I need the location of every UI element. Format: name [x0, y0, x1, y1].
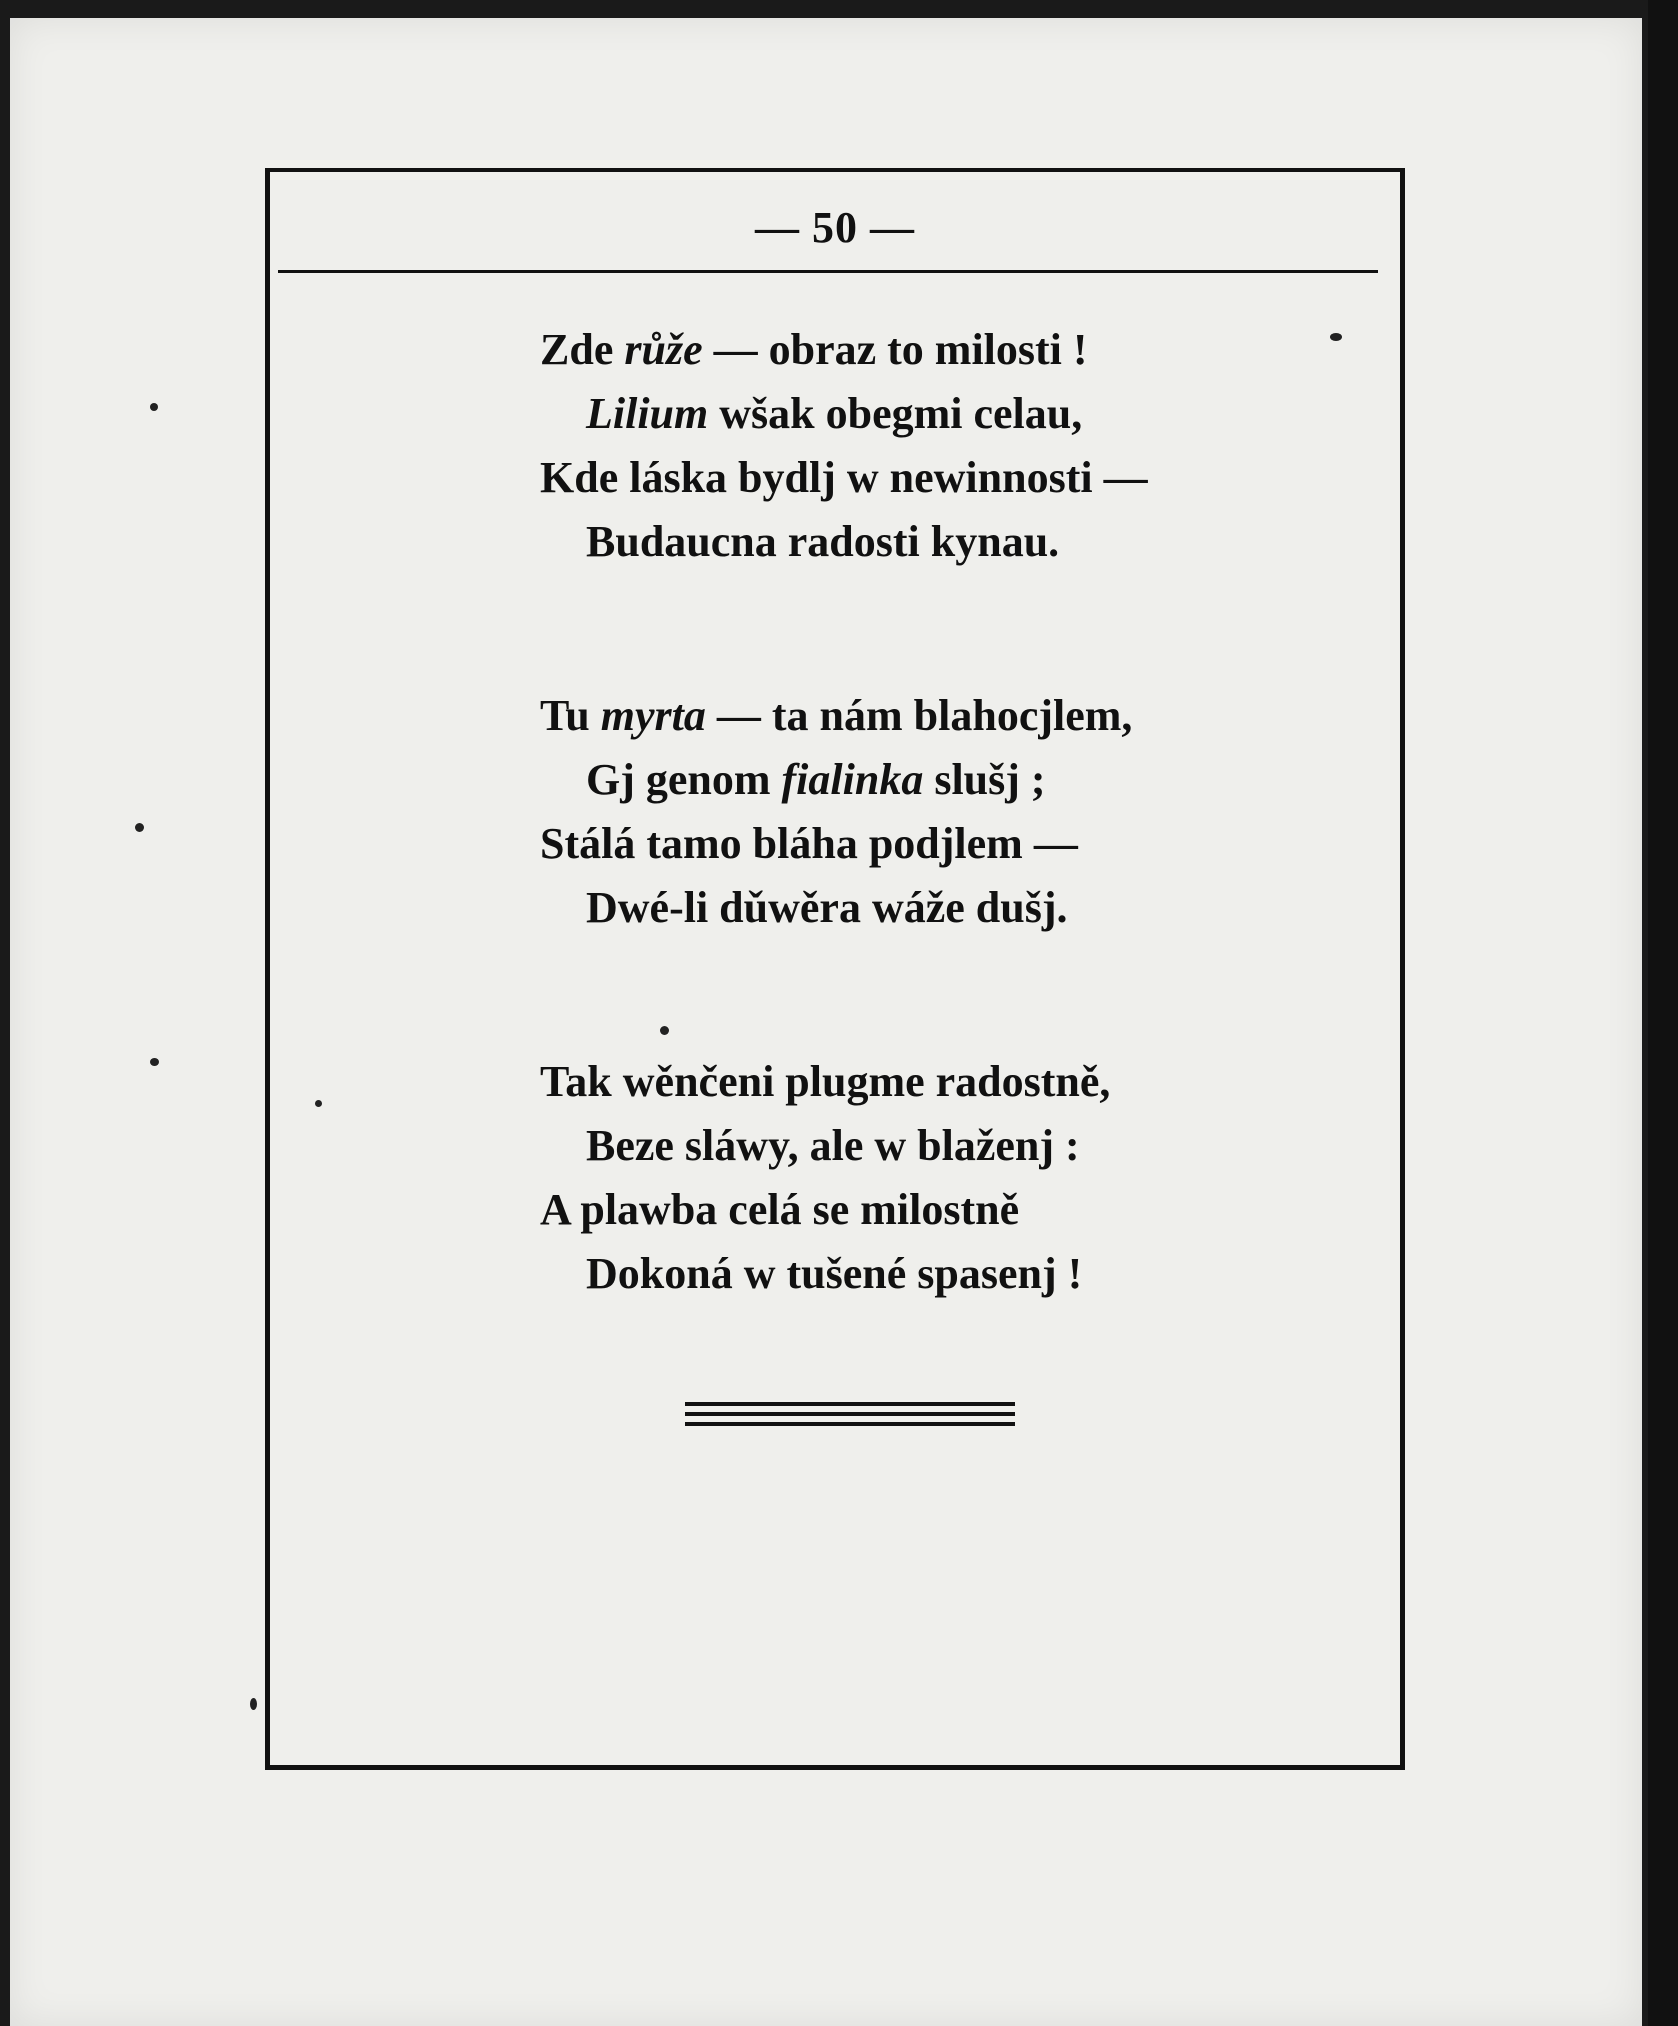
scan-speck — [150, 403, 158, 411]
book-page — [10, 18, 1642, 2026]
scan-speck — [315, 1100, 322, 1107]
verse-line: A plawba celá se milostně — [540, 1185, 1020, 1234]
page-number: — 50 — — [755, 203, 915, 252]
poem — [540, 318, 1148, 1416]
end-rule-line — [685, 1412, 1015, 1416]
verse-line: Tu myrta — ta nám blahocjlem, — [540, 691, 1133, 740]
verse-line: Kde láska bydlj w newinnosti — — [540, 453, 1148, 502]
verse-line: Dokoná w tušené spasenj ! — [586, 1249, 1083, 1298]
verse-line: Tak wěnčeni plugme radostně, — [540, 1057, 1111, 1106]
verse-line: Stálá tamo bláha podjlem — — [540, 819, 1078, 868]
scan-speck — [1330, 333, 1342, 341]
scan-speck — [150, 1058, 159, 1066]
verse-line: Lilium wšak obegmi celau, — [586, 389, 1083, 438]
scan-speck — [135, 823, 144, 832]
verse-line: Zde růže — obraz to milosti ! — [540, 325, 1088, 374]
verse-line: Gj genom fialinka slušj ; — [586, 755, 1046, 804]
scan-speck — [250, 1698, 257, 1710]
scan-speck — [660, 1026, 669, 1035]
page-border-frame — [265, 168, 1405, 1770]
verse-line: Budaucna radosti kynau. — [586, 517, 1060, 566]
verse-line: Dwé-li dǔwěra wáže dušj. — [586, 883, 1068, 932]
end-rule-line — [685, 1402, 1015, 1406]
verse-line: Beze sláwy, ale w blaženj : — [586, 1121, 1080, 1170]
stanza-2 — [540, 684, 1148, 940]
end-rule-line — [685, 1422, 1015, 1426]
stanza-3 — [540, 1050, 1148, 1306]
header-rule — [278, 270, 1378, 273]
stanza-1 — [540, 318, 1148, 574]
end-ornament-rule — [685, 1402, 1015, 1432]
scan-edge — [1648, 0, 1678, 2026]
